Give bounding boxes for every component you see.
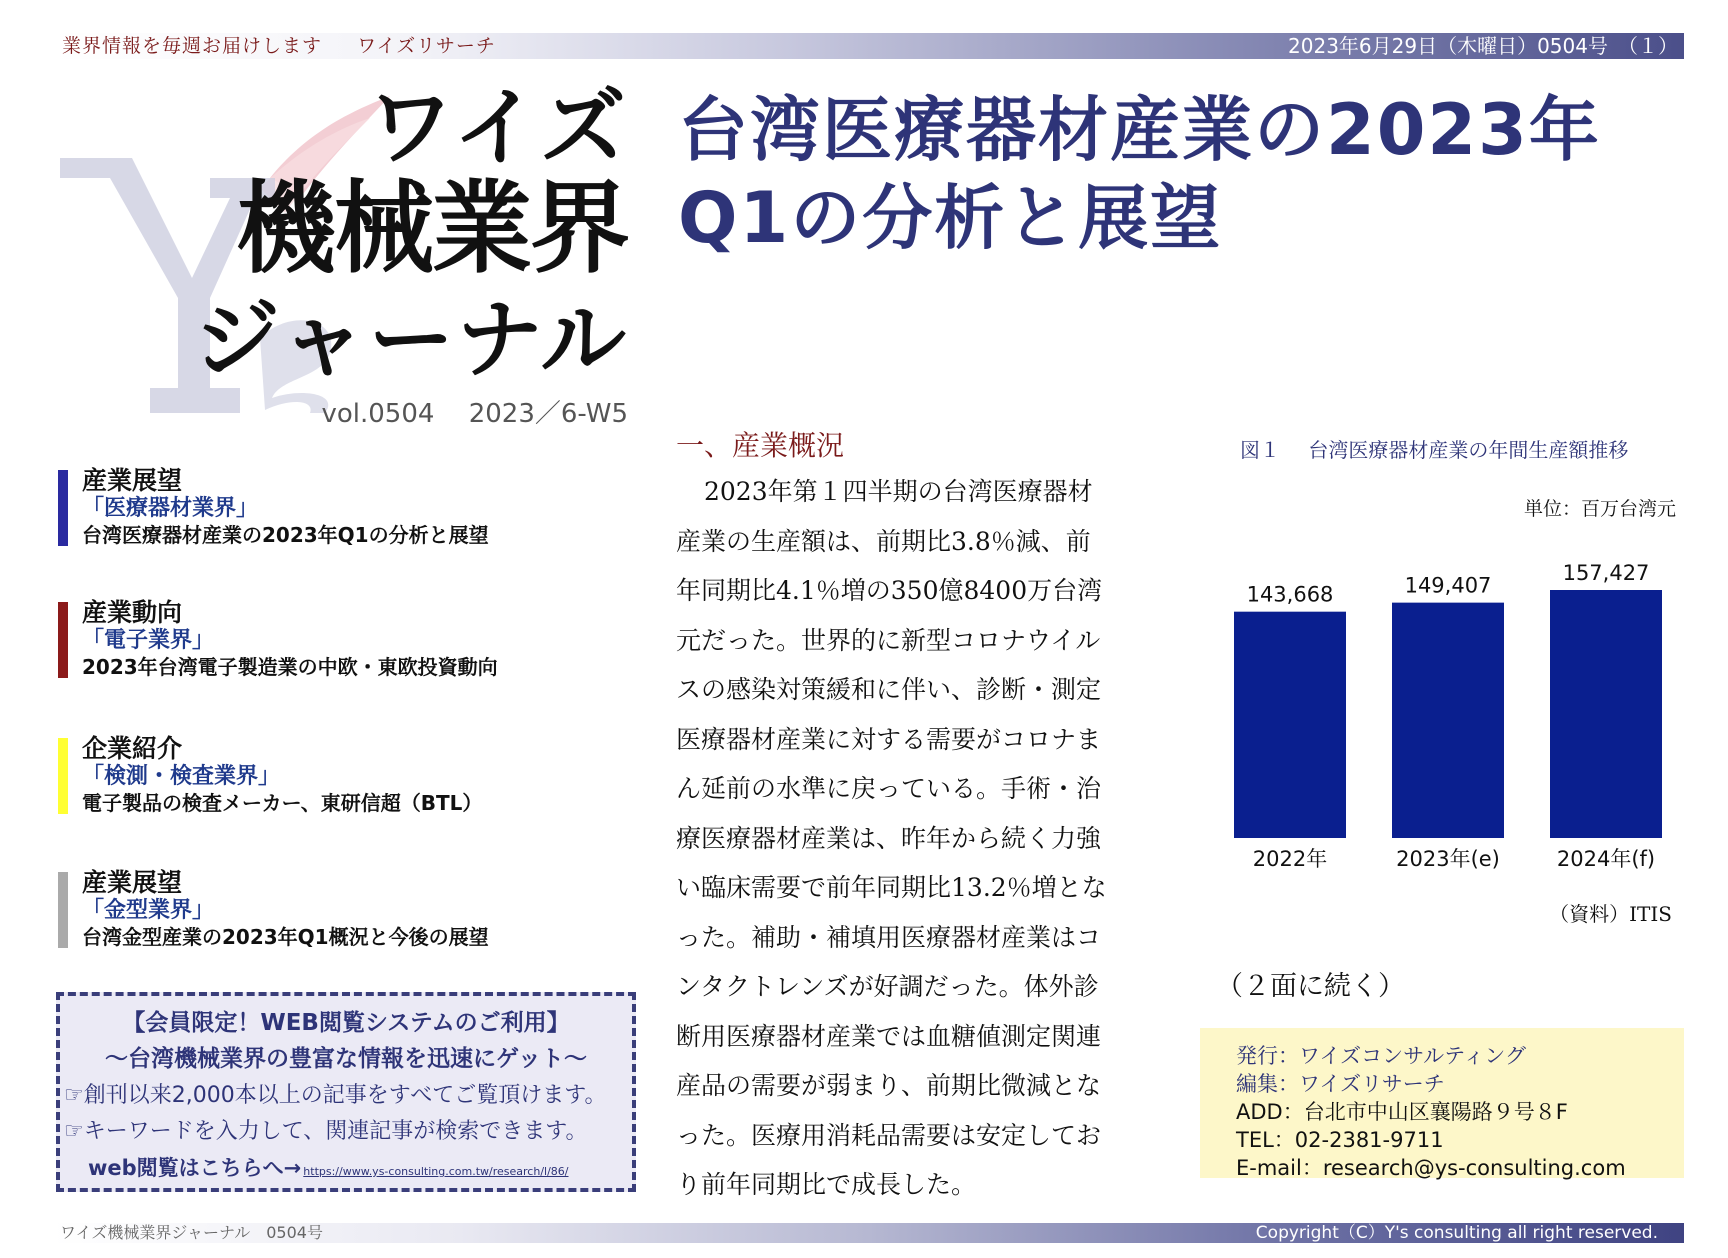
toc-color-bar (58, 872, 68, 948)
toc-industry: 「金型業界」 (82, 898, 215, 923)
chart-value-label: 143,668 (1246, 582, 1334, 607)
volume-line (321, 393, 628, 430)
promo-bullet: ☞創刊以来2,000本以上の記事をすべてご覧頂けます。 (64, 1083, 607, 1108)
section-heading: 一、産業概況 (676, 429, 845, 462)
article-line: り前年同期比で成長した。 (676, 1170, 977, 1199)
footer-journal-name: ワイズ機械業界ジャーナル 0504号 (60, 1223, 323, 1242)
article-line: 年同期比4.1％増の350億8400万台湾 (676, 576, 1103, 605)
figure-label: 図１ (1240, 438, 1280, 462)
chart-category-label: 2023年(e) (1396, 847, 1500, 871)
chart-category-label: 2022年 (1252, 847, 1328, 871)
issue-date: 2023年6月29日（木曜日）0504号 （１） (1288, 34, 1678, 58)
article-line: ンタクトレンズが好調だった。体外診 (676, 972, 1099, 1001)
article-line: 産業の生産額は、前期比3.8％減、前 (676, 526, 1091, 556)
continued-note: （２面に続く） (1216, 971, 1405, 1002)
toc-color-bar (58, 470, 68, 546)
chart-value-label: 149,407 (1404, 573, 1492, 598)
toc-title: 台湾医療器材産業の2023年Q1の分析と展望 (82, 523, 489, 547)
masthead-line-3: ジャーナル (194, 290, 628, 390)
footer-copyright: Copyright（C）Y's consulting all right reserved. (1255, 1223, 1658, 1243)
editor-line: 編集：ワイズリサーチ (1236, 1072, 1445, 1096)
toc-industry: 「電子業界」 (82, 628, 215, 653)
promo-web-link[interactable] (88, 1152, 660, 1182)
chart-value-label: 157,427 (1562, 561, 1650, 585)
toc-category: 産業展望 (82, 466, 183, 495)
tagline-publisher: ワイズリサーチ (357, 35, 496, 57)
volume-number: vol.0504 (321, 399, 435, 429)
chart-bar (1234, 612, 1346, 838)
promo-subheading: ～台湾機械業界の豊富な情報を迅速にゲット～ (104, 1046, 588, 1072)
email-line[interactable]: E-mail：research@ys-consulting.com (1236, 1156, 1626, 1180)
promo-url-link[interactable]: https://www.ys-consulting.com.tw/research/l/86/ (303, 1165, 569, 1178)
article-line: った。医療用消耗品需要は安定してお (676, 1120, 1102, 1150)
article-line: い臨床需要で前年同期比13.2％増とな (676, 873, 1107, 902)
figure-source: （資料）ITIS (1549, 902, 1672, 926)
toc-title: 2023年台湾電子製造業の中欧・東欧投資動向 (82, 655, 498, 679)
article-line: スの感染対策緩和に伴い、診断・測定 (676, 675, 1102, 704)
toc-category: 企業紹介 (82, 734, 183, 763)
publisher-box (1200, 1028, 1684, 1178)
top-tagline (62, 33, 496, 59)
masthead-line-2: 機械業界 (236, 170, 628, 287)
headline-line-1: 台湾医療器材産業の2023年 (678, 89, 1601, 171)
address-line: ADD：台北市中山区襄陽路９号８F (1236, 1100, 1568, 1124)
volume-week: 2023／6-W5 (468, 399, 628, 429)
article-line: 産品の需要が弱まり、前期比微減とな (676, 1071, 1102, 1100)
member-promo-box (56, 992, 636, 1192)
article-line: 2023年第１四半期の台湾医療器材 (704, 477, 1093, 506)
promo-bullet: ☞キーワードを入力して、関連記事が検索できます。 (64, 1119, 588, 1144)
article-line: 療医療器材産業は、昨年から続く力強 (676, 823, 1102, 853)
headline-line-2: Q1の分析と展望 (678, 177, 1223, 259)
masthead-line-1: ワイズ (367, 78, 628, 178)
toc-category: 産業展望 (82, 868, 183, 897)
chart-bar (1550, 590, 1662, 838)
figure-caption (1240, 434, 1628, 463)
toc-industry: 「医療器材業界」 (82, 496, 259, 521)
article-line: ん延前の水準に戻っている。手術・治 (676, 774, 1102, 803)
chart-bar (1392, 603, 1504, 838)
publisher-line: 発行：ワイズコンサルティング (1236, 1044, 1527, 1068)
toc-title: 台湾金型産業の2023年Q1概況と今後の展望 (82, 925, 489, 949)
article-line: 断用医療器材産業では血糖値測定関連 (676, 1021, 1102, 1051)
article-line: った。補助・補填用医療器材産業はコ (676, 922, 1102, 952)
toc-color-bar (58, 602, 68, 678)
promo-web-label: web閲覧はこちらへ→ (88, 1156, 302, 1180)
figure-unit: 単位：百万台湾元 (1523, 498, 1676, 520)
toc-color-bar (58, 738, 68, 814)
article-line: 医療器材産業に対する需要がコロナま (676, 724, 1102, 754)
chart-category-label: 2024年(f) (1556, 847, 1656, 871)
figure-title: 台湾医療器材産業の年間生産額推移 (1308, 438, 1629, 462)
toc-industry: 「検測・検査業界」 (82, 764, 281, 789)
toc-title: 電子製品の検査メーカー、東研信超（BTL） (82, 791, 483, 815)
production-value-bar-chart (1200, 540, 1680, 880)
phone-line: TEL：02-2381-9711 (1236, 1128, 1444, 1152)
tagline-text: 業界情報を毎週お届けします (62, 35, 323, 57)
promo-heading: 【会員限定！WEB閲覧システムのご利用】 (122, 1010, 570, 1036)
toc-category: 産業動向 (82, 598, 183, 627)
article-line: 元だった。世界的に新型コロナウイル (676, 625, 1101, 655)
